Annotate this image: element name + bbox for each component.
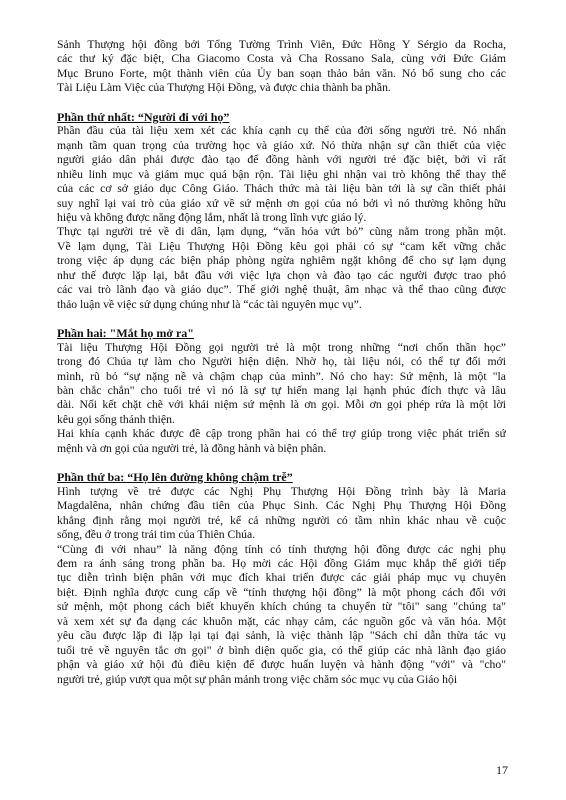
text-line: của các cơ sở giáo dục Công Giáo. Thách thức mà tài liệu bàn tới là sự cần thiết phải <box>57 182 506 196</box>
text-line: các vai trò lãnh đạo và giáo dục”. Thế giới nghệ thuật, âm nhạc và thể thao cũng được <box>57 283 506 297</box>
text-line: Mục Bruno Forte, một thành viên của Ủy ban soạn thảo bản văn. Nó bổ sung cho các <box>57 66 506 80</box>
text-line: sứ mệnh, một phong cách biết khuyến khích chúng ta chuyển từ "tôi" sang "chúng ta" <box>57 600 506 614</box>
text-line: khẳng định rằng mọi người trẻ, kể cả những người có tầm nhìn khác nhau về cuộc <box>57 513 506 527</box>
section-body <box>57 485 506 687</box>
text-line: người trẻ, giúp vượt qua một sự phân mảnh trong việc chăm sóc mục vụ của Giáo hội <box>57 672 458 686</box>
text-line: yêu cầu được lặp đi lặp lại tại đại sảnh, là việc thành lập "Sách chỉ dẫn thừa tác vụ <box>57 629 506 643</box>
text-line: như thế được lặp lại, bắt đầu với việc lựa chọn và đào tạo các người được trao phó <box>57 268 506 282</box>
text-line: Magdalêna, nhân chứng đầu tiên của Phục Sinh. Các Nghị Phụ Thượng Hội Đồng <box>57 499 506 513</box>
text-line: Hai khía cạnh khác được đề cập trong phần hai có thể trợ giúp trong việc phát triển sứ <box>57 427 506 441</box>
section-heading: Phần thứ ba: “Họ lên đường không chậm trễ” <box>57 470 293 485</box>
text-line: mình, rũ bỏ “sự nặng nề và chậm chạp của mình”. Nó cho hay: Sứ mệnh, là một "la <box>57 369 506 383</box>
text-line: biệt. Định nghĩa được cung cấp về “tính thượng hội đồng” là một phong cách đối với <box>57 585 506 599</box>
text-line: Phần đầu của tài liệu xem xét các khía cạnh cụ thể của đời sống người trẻ. Nó nhấn <box>57 124 506 138</box>
text-line: và xem xét sự đa dạng các khuôn mặt, các nhạy cảm, các nguồn gốc và văn hóa. Một <box>57 614 506 628</box>
text-line: dài. Nối kết chặt chẽ với khái niệm sứ mệnh là ơn gọi. Mỗi ơn gọi phép rửa là một lời <box>57 398 506 412</box>
text-line: Sảnh Thượng hội đồng bởi Tổng Tường Trình Viên, Đức Hồng Y Sérgio da Rocha, <box>57 38 506 51</box>
text-line: hiệu và không được năng động lắm, nhất là trong lĩnh vực giáo lý. <box>57 210 367 224</box>
text-line: trong đó Chúa tự làm cho Người hiện diện. Nhờ họ, tài liệu nói, có thể tự đối mới <box>57 355 506 369</box>
text-line: suy nghĩ lại vai trò của giáo xứ về sứ mệnh ơn gọi của nó bởi vì nó thường không hữu <box>57 196 506 210</box>
section-heading: Phần thứ nhất: “Người đi với họ” <box>57 109 230 124</box>
text-line: Thực tại người trẻ về di dân, lạm dụng, “văn hóa vứt bỏ” cũng nằm trong phần một. <box>57 225 506 239</box>
text-line: sống, đều ở trong trái tim của Thiên Chúa. <box>57 528 256 542</box>
text-line: kêu gọi sống thánh thiện. <box>57 412 175 426</box>
text-line: đem ra ánh sáng trong phần ba. Họ mời các Hội đồng Giám mục khắp thế giới tiếp <box>57 556 506 570</box>
text-line: thảo luận về việc sử dụng chúng như là “các tài nguyên mục vụ”. <box>57 297 362 311</box>
text-line: Hình tượng về trẻ được các Nghị Phụ Thượng Hội Đồng trình bày là Maria <box>57 484 506 498</box>
text-line: người giáo dân phải được đào tạo để đồng hành với người trẻ đặc biệt, bởi vì rất <box>57 153 506 167</box>
text-line: bàn chắc chắn" cho tuổi trẻ vì nó là sự tự hiến mang lại hạnh phúc đích thực và lâu <box>57 383 506 397</box>
text-line: Về lạm dụng, Tài Liệu Thượng Hội Đồng kêu gọi phải có sự “cam kết vững chắc <box>57 239 506 253</box>
text-line: nhiều linh mục và giám mục quá bận rộn. Tài liệu ghi nhận vai trò không thể thay thế <box>57 167 506 181</box>
text-line: tuổi trẻ về nguyên tắc ơn gọi" ở bình diện quốc gia, có thể giúp các nhà lãnh đạo giáo <box>57 643 506 657</box>
page-number: 17 <box>496 763 508 777</box>
section-body <box>57 341 506 457</box>
text-line: trong việc áp dụng các biện pháp phòng ngừa nghiêm ngặt không để cho sự lạm dụng <box>57 254 506 268</box>
text-line: Tài liệu Thượng Hội Đồng gọi người trẻ là một trong những “nơi chốn thần học” <box>57 340 506 354</box>
text-line: mạnh tầm quan trọng của trường học và giáo xứ. Nó thừa nhận sự cần thiết của việc <box>57 138 506 152</box>
section-heading: Phần hai: "Mắt họ mở ra" <box>57 326 194 341</box>
spacer <box>57 456 506 470</box>
spacer <box>57 312 506 326</box>
text-line: tục diễn trình biện phân với mục đích khai triển được các giải pháp mục vụ chuyên <box>57 571 506 585</box>
text-line: Tài Liệu Làm Việc của Thượng Hội Đồng, và được chia thành ba phần. <box>57 81 391 95</box>
text-line: “Cùng đi với nhau” là năng động tính có tính thượng hội đồng được các nghị phụ <box>57 542 506 556</box>
section-body <box>57 124 506 312</box>
section-2 <box>57 326 506 456</box>
text-line: mệnh và ơn gọi của người trẻ, là đồng hành và biện phân. <box>57 441 327 455</box>
section-3 <box>57 470 506 687</box>
text-line: phận và giáo xứ hội đủ điều kiện để được huấn luyện và hành động "với" và "cho" <box>57 658 506 672</box>
spacer <box>57 96 506 110</box>
section-1 <box>57 110 506 312</box>
intro-paragraph <box>57 38 506 96</box>
text-line: các thư ký đặc biệt, Cha Giacomo Costa và Cha Rossano Sala, cùng với Đức Giám <box>57 52 506 66</box>
